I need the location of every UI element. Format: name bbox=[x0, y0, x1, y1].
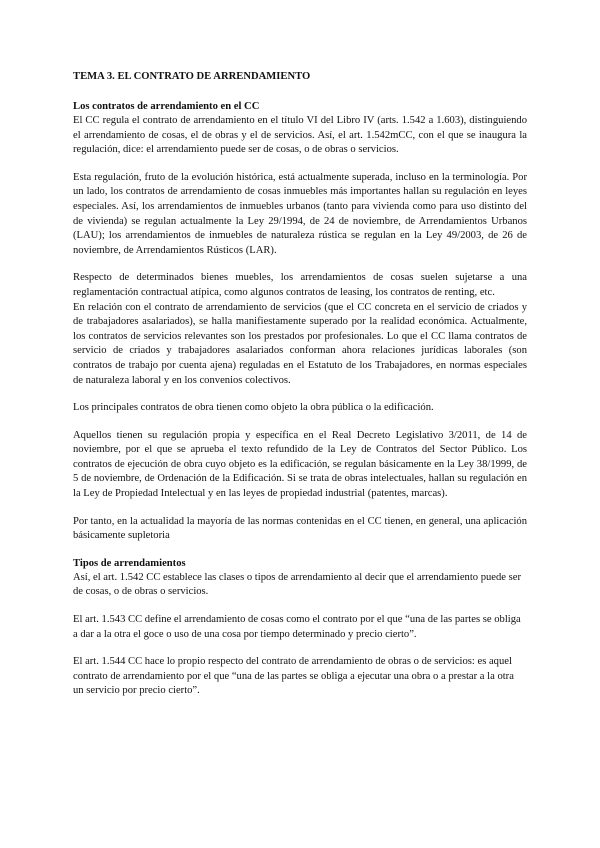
paragraph: Por tanto, en la actualidad la mayoría de las normas contenidas en el CC tienen, en general, una aplicación básicamente supletoria bbox=[73, 515, 527, 542]
section-heading-contratos-cc: Los contratos de arrendamiento en el CC bbox=[73, 101, 260, 112]
document-title: TEMA 3. EL CONTRATO DE ARRENDAMIENTO bbox=[73, 71, 311, 82]
paragraph: En relación con el contrato de arrendamiento de servicios (que el CC concreta en el servicio de criados y de trabajadores asalariados), se halla manifiestamente superado por la realidad económica. Actualmente, los contratos de servicios relevantes son los prestados por profesionales. Lo que el CC llama contratos de servicio de criados y trabajadores asalariados conforman ahora relaciones jurídicas laborales (son contratos de trabajo por cuenta ajena) reguladas en el Estatuto de los Trabajadores, en normas especiales de naturaleza laboral y en los convenios colectivos. bbox=[73, 301, 527, 386]
document-body bbox=[73, 70, 527, 712]
section-heading-tipos: Tipos de arrendamientos bbox=[73, 557, 186, 569]
paragraph: El art. 1.543 CC define el arrendamiento de cosas como el contrato por el que “una de las partes se obliga a dar a la otra el goce o uso de una cosa por tiempo determinado y precio cierto”. bbox=[73, 614, 521, 640]
paragraph: Así, el art. 1.542 CC establece las clases o tipos de arrendamiento al decir que el arrendamiento puede ser de cosas, o de obras o servicios. bbox=[73, 571, 522, 598]
paragraph: Aquellos tienen su regulación propia y específica en el Real Decreto Legislativo 3/2011, de 14 de noviembre, por el que se aprueba el texto refundido de la Ley de Contratos del Sector Público. Los contratos de ejecución de obra cuyo objeto es la edificación, se regulan básicamente en la Ley 38/1999, de 5 de noviembre, de Ordenación de la Edificación. Si se trata de obras intelectuales, hallan su regulación en la Ley de Propiedad Intelectual y en las leyes de propiedad industrial (patentes, marcas). bbox=[73, 429, 527, 500]
paragraph: Esta regulación, fruto de la evolución histórica, está actualmente superada, incluso en la terminología. Por un lado, los contratos de arrendamiento de cosas inmuebles más importantes hallan su regulación en leyes especiales. Así, los arrendamientos de inmuebles urbanos (tanto para vivienda como para uso distinto del de vivienda) se regulan actualmente la Ley 29/1994, de 24 de noviembre, de Arrendamientos Urbanos (LAU); los arrendamientos de inmuebles de naturaleza rústica se regulan en la Ley 49/2003, de 26 de noviembre, de Arrendamientos Rústicos (LAR). bbox=[73, 171, 527, 256]
paragraph: Respecto de determinados bienes muebles, los arrendamientos de cosas suelen sujetarse a una reglamentación contractual atípica, como algunos contratos de leasing, los contratos de renting, etc. bbox=[73, 272, 527, 298]
paragraph: Los principales contratos de obra tienen como objeto la obra pública o la edificación. bbox=[73, 402, 434, 414]
paragraph: El art. 1.544 CC hace lo propio respecto del contrato de arrendamiento de obras o de servicios: es aquel contrato de arrendamiento por el que “una de las partes se obliga a ejecutar una obra o a prestar a la otra un servicio por precio cierto”. bbox=[73, 656, 514, 697]
paragraph: El CC regula el contrato de arrendamiento en el título VI del Libro IV (arts. 1.542 a 1.603), distinguiendo el arrendamiento de cosas, el de obras y el de servicios. Así, el art. 1.542mCC, con el que se inaugura la regulación, dice: el arrendamiento puede ser de cosas, o de obras o servicios. bbox=[73, 115, 527, 156]
